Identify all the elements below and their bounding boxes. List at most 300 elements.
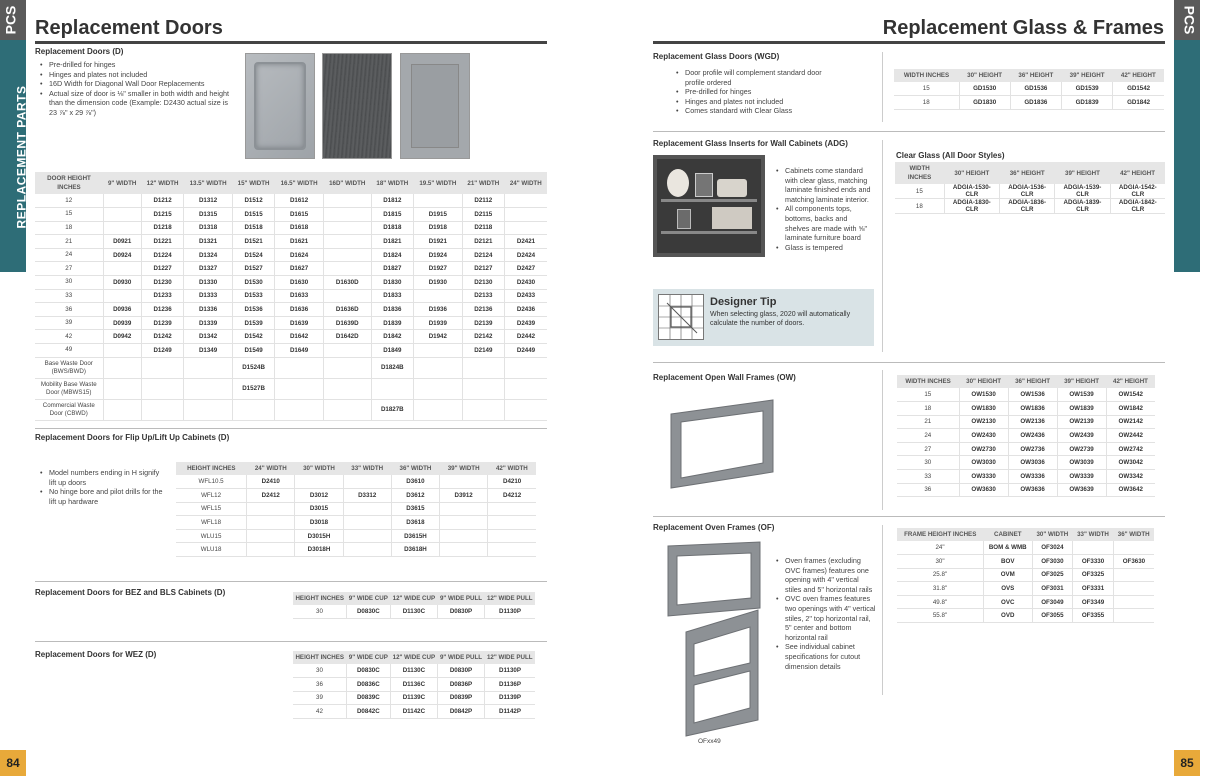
row-label: 30 [897, 456, 959, 470]
table-cell [275, 378, 324, 399]
row-label: 36 [293, 678, 346, 692]
table-cell: D1649 [275, 344, 324, 358]
door-image-raised [245, 53, 315, 159]
table-cell: OF3049 [1032, 595, 1073, 609]
table-cell: OW1836 [1008, 402, 1057, 416]
column-header: 16D" WIDTH [323, 172, 371, 194]
table-cell: D0836P [438, 678, 485, 692]
table-cell: D0830P [438, 605, 485, 619]
column-header: 12" WIDE CUP [390, 592, 437, 605]
row-label: 18 [35, 221, 103, 235]
column-header: 19.5" WIDTH [414, 172, 463, 194]
column-header: 42" HEIGHT [1113, 69, 1164, 82]
table-cell: D1221 [141, 235, 183, 249]
table-cell [103, 378, 141, 399]
column-header: 12" WIDE CUP [390, 651, 437, 664]
table-cell: D0936 [103, 303, 141, 317]
table-cell [232, 399, 274, 420]
table-cell: D1136C [390, 678, 437, 692]
table-cell: D1333 [184, 289, 233, 303]
table-cell [323, 357, 371, 378]
table-cell: OF3055 [1032, 609, 1073, 623]
table-cell [103, 289, 141, 303]
column-header: CABINET [983, 528, 1032, 541]
table-cell: D1239 [141, 316, 183, 330]
oven-frame-images [660, 540, 770, 740]
table-cell: D2424 [505, 248, 547, 262]
table-cell: OW2730 [959, 442, 1008, 456]
table-row [897, 415, 1155, 429]
table-cell: D3912 [440, 489, 488, 503]
table-cell: D1342 [184, 330, 233, 344]
table-cell: OW3330 [959, 470, 1008, 484]
table-header-row [293, 592, 535, 605]
divider [882, 370, 883, 510]
table-cell: D4210 [488, 475, 536, 489]
table-cell: D0830P [438, 664, 485, 678]
column-header: 39" HEIGHT [1061, 69, 1112, 82]
table-cell: D2112 [462, 194, 504, 208]
row-label: 24 [35, 248, 103, 262]
list-item: • Hinges and plates not included [676, 97, 826, 107]
table-cell: D1633 [275, 289, 324, 303]
table-row [897, 555, 1154, 569]
row-label: 49 [35, 344, 103, 358]
table-cell: OF3031 [1032, 582, 1073, 596]
table-cell [1113, 595, 1154, 609]
table-cell: D1618 [275, 221, 324, 235]
table-cell: D0921 [103, 235, 141, 249]
table-cell: OW3039 [1057, 456, 1106, 470]
table-cell: D2127 [462, 262, 504, 276]
table-cell [462, 357, 504, 378]
divider [35, 428, 547, 429]
table-cell: OW1839 [1057, 402, 1106, 416]
table-cell [488, 543, 536, 557]
table-row [897, 442, 1155, 456]
door-image-shaker [400, 53, 470, 159]
table-cell [414, 194, 463, 208]
table-cell [343, 502, 391, 516]
table-cell: OF3030 [1032, 555, 1073, 569]
row-label: Commercial Waste Door (CBWD) [35, 399, 103, 420]
of-table [897, 528, 1154, 623]
table-cell: D1615 [275, 208, 324, 222]
column-header: 36" HEIGHT [1010, 69, 1061, 82]
table-cell: D2427 [505, 262, 547, 276]
table-row [176, 516, 536, 530]
row-label: 49.8" [897, 595, 983, 609]
column-header: 15" WIDTH [232, 172, 274, 194]
table-cell [323, 289, 371, 303]
table-cell: D1939 [414, 316, 463, 330]
table-row [176, 543, 536, 557]
table-cell [103, 344, 141, 358]
ow-table [897, 375, 1155, 497]
doors-heading: Replacement Doors (D) [35, 47, 124, 56]
table-cell: D1627 [275, 262, 324, 276]
table-cell: D1921 [414, 235, 463, 249]
table-row [895, 184, 1165, 199]
table-row [176, 529, 536, 543]
table-cell: OW1539 [1057, 388, 1106, 402]
table-cell: D1527B [232, 378, 274, 399]
table-cell: OW1542 [1106, 388, 1155, 402]
ow-heading: Replacement Open Wall Frames (OW) [653, 373, 796, 382]
table-cell [414, 344, 463, 358]
table-cell: D0830C [346, 664, 390, 678]
list-item: • Cabinets come standard with clear glass, matching laminate finished ends and matching laminate interior. [776, 166, 871, 204]
table-cell: D3615 [391, 502, 439, 516]
row-label: 18 [895, 199, 944, 214]
right-side-label: REPLACEMENT PARTS [1199, 45, 1213, 189]
table-cell: D1324 [184, 248, 233, 262]
wez-heading: Replacement Doors for WEZ (D) [35, 650, 157, 659]
row-label: 21 [897, 415, 959, 429]
list-item: • Glass is tempered [776, 243, 871, 253]
table-cell: OW3639 [1057, 483, 1106, 497]
right-brand-logo: PCS [1181, 5, 1198, 35]
table-row [176, 489, 536, 503]
table-cell [440, 529, 488, 543]
row-label: 21 [35, 235, 103, 249]
table-cell: D0842C [346, 705, 390, 719]
table-cell [414, 378, 463, 399]
table-cell: OF3355 [1073, 609, 1114, 623]
table-cell: D1927 [414, 262, 463, 276]
row-label: 27 [35, 262, 103, 276]
table-cell: OF3025 [1032, 568, 1073, 582]
table-cell: D1142C [390, 705, 437, 719]
table-header-row [176, 462, 536, 475]
column-header: HEIGHT INCHES [176, 462, 247, 475]
table-cell: D3018H [295, 543, 343, 557]
table-cell [247, 516, 295, 530]
row-label: Base Waste Door (BWS/BWD) [35, 357, 103, 378]
column-header: 9" WIDE CUP [346, 651, 390, 664]
list-item: • All components tops, bottoms, backs and shelves are made with ⅝" laminate furniture board [776, 204, 871, 242]
table-cell: OW1830 [959, 402, 1008, 416]
oven-frame-caption: OFxx49 [698, 738, 721, 745]
table-cell: D1315 [184, 208, 233, 222]
table-cell: D1821 [371, 235, 413, 249]
table-cell [462, 399, 504, 420]
row-label: 15 [895, 184, 944, 199]
table-cell: D1833 [371, 289, 413, 303]
table-row [293, 705, 535, 719]
table-header-row [897, 528, 1154, 541]
row-label: 36 [35, 303, 103, 317]
row-label: 15 [894, 82, 959, 96]
table-cell: OW2436 [1008, 429, 1057, 443]
table-row [35, 303, 547, 317]
table-cell: OW2430 [959, 429, 1008, 443]
table-cell: D3015 [295, 502, 343, 516]
wgd-heading: Replacement Glass Doors (WGD) [653, 52, 780, 61]
table-header-row [897, 375, 1155, 388]
table-cell [440, 502, 488, 516]
open-wall-frame-image [665, 398, 779, 490]
table-cell [275, 357, 324, 378]
table-cell: D2439 [505, 316, 547, 330]
table-cell [103, 357, 141, 378]
table-cell: D1636D [323, 303, 371, 317]
table-cell [141, 399, 183, 420]
table-cell [184, 357, 233, 378]
doors-table [35, 172, 547, 421]
table-cell [343, 516, 391, 530]
table-cell: OW2136 [1008, 415, 1057, 429]
column-header: 30" HEIGHT [959, 375, 1008, 388]
table-cell [247, 543, 295, 557]
table-cell: D0839C [346, 691, 390, 705]
table-cell: OF3331 [1073, 582, 1114, 596]
table-cell: D1536 [232, 303, 274, 317]
list-item: • Oven frames (excluding OVC frames) features one opening with 4" vertical stiles and 5" horizontal rails [776, 556, 876, 594]
column-header: WIDTH INCHES [895, 162, 944, 184]
table-cell: D1827B [371, 399, 413, 420]
table-cell: D1142P [485, 705, 536, 719]
table-cell: D1312 [184, 194, 233, 208]
table-cell: D1812 [371, 194, 413, 208]
left-title-rule [35, 41, 547, 44]
table-cell: BOM & WMB [983, 541, 1032, 555]
table-cell: OW2439 [1057, 429, 1106, 443]
table-cell: D2121 [462, 235, 504, 249]
table-cell: ADGIA-1830-CLR [944, 199, 999, 214]
table-cell: D1639D [323, 316, 371, 330]
row-label: WFL15 [176, 502, 247, 516]
table-cell: D1630D [323, 276, 371, 290]
divider [882, 52, 883, 122]
table-cell: D1224 [141, 248, 183, 262]
column-header: 30" HEIGHT [944, 162, 999, 184]
table-cell: ADGIA-1842-CLR [1110, 199, 1165, 214]
list-item: • Hinges and plates not included [40, 70, 230, 80]
table-row [897, 609, 1154, 623]
table-row [35, 316, 547, 330]
table-cell [323, 235, 371, 249]
table-cell: OW2739 [1057, 442, 1106, 456]
table-header-row [35, 172, 547, 194]
table-row [293, 664, 535, 678]
table-cell: OF3330 [1073, 555, 1114, 569]
table-cell: GD1830 [959, 96, 1010, 110]
table-cell [1113, 541, 1154, 555]
table-cell: D1524B [232, 357, 274, 378]
table-cell [505, 357, 547, 378]
table-row [35, 344, 547, 358]
table-cell: D1836 [371, 303, 413, 317]
table-cell: D1524 [232, 248, 274, 262]
row-label: Mobility Base Waste Door (MBWS15) [35, 378, 103, 399]
table-row [897, 429, 1155, 443]
table-row [35, 399, 547, 420]
wgd-table [894, 69, 1164, 110]
table-cell: D2436 [505, 303, 547, 317]
row-label: 15 [897, 388, 959, 402]
table-cell: D1924 [414, 248, 463, 262]
table-cell: D3015H [295, 529, 343, 543]
table-cell: D2442 [505, 330, 547, 344]
table-cell: OF3630 [1113, 555, 1154, 569]
designer-tip-icon [658, 294, 704, 340]
list-item: • Door profile will complement standard door profile ordered [676, 68, 826, 87]
table-cell: D1539 [232, 316, 274, 330]
table-cell: D1915 [414, 208, 463, 222]
flip-table [176, 462, 536, 557]
table-cell: D1218 [141, 221, 183, 235]
table-cell: D0942 [103, 330, 141, 344]
list-item: • Comes standard with Clear Glass [676, 106, 826, 116]
table-cell: D1339 [184, 316, 233, 330]
table-cell: D3018 [295, 516, 343, 530]
table-cell: D2149 [462, 344, 504, 358]
table-cell: GD1842 [1113, 96, 1164, 110]
right-title-rule [653, 41, 1165, 44]
table-cell: ADGIA-1536-CLR [1000, 184, 1055, 199]
column-header: 18" WIDTH [371, 172, 413, 194]
table-cell: D2412 [247, 489, 295, 503]
row-label: 27 [897, 442, 959, 456]
column-header: 30" HEIGHT [959, 69, 1010, 82]
table-cell [323, 344, 371, 358]
table-cell: D4212 [488, 489, 536, 503]
list-item: • OVC oven frames features two openings with 4" vertical stiles, 2" top horizontal rail, 5" center and bottom horizontal rail [776, 594, 876, 642]
table-cell: OW1842 [1106, 402, 1155, 416]
row-label: 39 [35, 316, 103, 330]
table-header-row [293, 651, 535, 664]
table-row [35, 378, 547, 399]
column-header: 42" HEIGHT [1110, 162, 1165, 184]
table-cell: D1230 [141, 276, 183, 290]
table-cell: D3618 [391, 516, 439, 530]
table-cell [323, 378, 371, 399]
table-cell: D1518 [232, 221, 274, 235]
adg-heading: Replacement Glass Inserts for Wall Cabinets (ADG) [653, 139, 848, 148]
table-row [895, 199, 1165, 214]
bez-table [293, 592, 535, 619]
table-cell: OW3642 [1106, 483, 1155, 497]
right-section-tab [1174, 40, 1200, 272]
table-cell: ADGIA-1839-CLR [1055, 199, 1110, 214]
table-cell: OF3349 [1073, 595, 1114, 609]
table-cell: D1542 [232, 330, 274, 344]
table-cell: ADGIA-1542-CLR [1110, 184, 1165, 199]
table-row [897, 402, 1155, 416]
divider [35, 581, 547, 582]
table-cell: D1642 [275, 330, 324, 344]
table-cell [488, 529, 536, 543]
table-cell [1073, 541, 1114, 555]
column-header: 36" HEIGHT [1000, 162, 1055, 184]
table-row [897, 595, 1154, 609]
table-cell: D1630 [275, 276, 324, 290]
table-cell: GD1836 [1010, 96, 1061, 110]
row-label: WFL10.5 [176, 475, 247, 489]
table-cell: OW2139 [1057, 415, 1106, 429]
table-row [897, 456, 1155, 470]
row-label: 18 [897, 402, 959, 416]
table-row [894, 82, 1164, 96]
table-row [897, 388, 1155, 402]
table-cell: D2142 [462, 330, 504, 344]
table-cell: D2133 [462, 289, 504, 303]
right-page-number: 85 [1174, 750, 1200, 776]
column-header: 36" WIDTH [391, 462, 439, 475]
table-cell: D1521 [232, 235, 274, 249]
table-cell: OW2142 [1106, 415, 1155, 429]
table-cell [343, 529, 391, 543]
column-header: HEIGHT INCHES [293, 592, 346, 605]
table-cell [184, 378, 233, 399]
column-header: 24" WIDTH [247, 462, 295, 475]
table-row [897, 568, 1154, 582]
table-cell: D2410 [247, 475, 295, 489]
table-cell: OW2742 [1106, 442, 1155, 456]
table-cell: D1918 [414, 221, 463, 235]
table-cell: BOV [983, 555, 1032, 569]
table-row [293, 691, 535, 705]
row-label: 24" [897, 541, 983, 555]
table-cell: OW3342 [1106, 470, 1155, 484]
table-cell: GD1530 [959, 82, 1010, 96]
row-label: 30 [293, 605, 346, 619]
row-label: WFL12 [176, 489, 247, 503]
table-row [35, 208, 547, 222]
column-header: 42" WIDTH [488, 462, 536, 475]
table-cell: D1639 [275, 316, 324, 330]
table-cell: D3618H [391, 543, 439, 557]
table-cell: D1549 [232, 344, 274, 358]
table-cell: D2430 [505, 276, 547, 290]
table-cell: D1818 [371, 221, 413, 235]
table-cell: D0839P [438, 691, 485, 705]
table-cell: OW1536 [1008, 388, 1057, 402]
table-cell: D1318 [184, 221, 233, 235]
table-cell [103, 262, 141, 276]
column-header: 16.5" WIDTH [275, 172, 324, 194]
column-header: 9" WIDE PULL [438, 651, 485, 664]
table-cell [343, 475, 391, 489]
door-image-slab [322, 53, 392, 159]
table-row [894, 96, 1164, 110]
table-cell: D1327 [184, 262, 233, 276]
table-cell: D3615H [391, 529, 439, 543]
table-cell: OVC [983, 595, 1032, 609]
row-label: 24 [897, 429, 959, 443]
table-cell [414, 357, 463, 378]
table-cell: OW3630 [959, 483, 1008, 497]
table-cell: D1130C [390, 605, 437, 619]
table-cell [323, 194, 371, 208]
list-item: • Pre-drilled for hinges [676, 87, 826, 97]
table-cell: D1612 [275, 194, 324, 208]
doors-bullets [40, 60, 230, 118]
table-cell: OW3030 [959, 456, 1008, 470]
table-cell: D2115 [462, 208, 504, 222]
table-cell: D1624 [275, 248, 324, 262]
wez-table [293, 651, 535, 719]
table-row [35, 235, 547, 249]
table-cell [505, 378, 547, 399]
column-header: 12" WIDE PULL [485, 592, 536, 605]
table-cell: ADGIA-1539-CLR [1055, 184, 1110, 199]
table-row [293, 678, 535, 692]
table-cell: D0830C [346, 605, 390, 619]
table-cell: OW3636 [1008, 483, 1057, 497]
table-cell [440, 475, 488, 489]
